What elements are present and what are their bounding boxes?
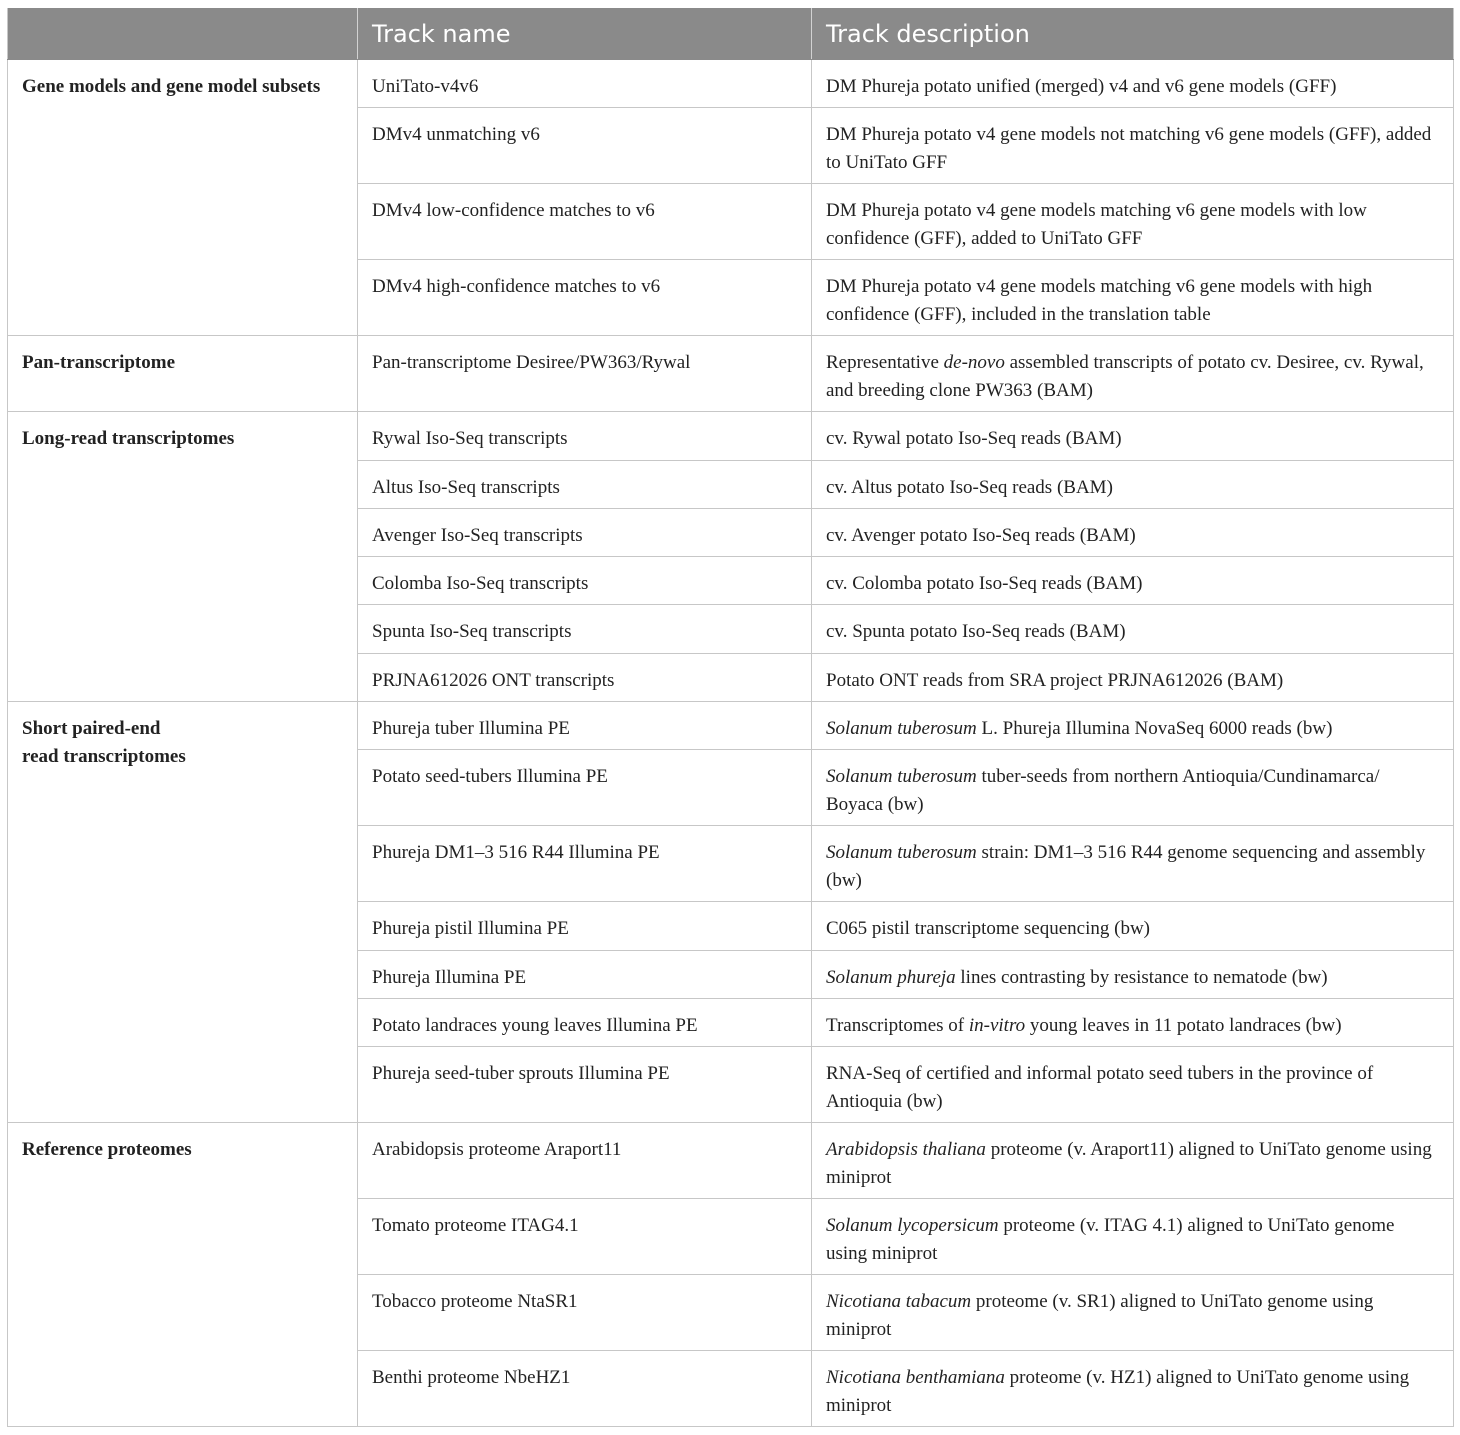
description-text: lines contrasting by resistance to nematode (bw) bbox=[955, 966, 1328, 988]
description-text: proteome (v. ITAG 4.1) aligned to UniTato genome using miniprot bbox=[826, 1215, 1395, 1264]
description-text: proteome (v. HZ1) aligned to UniTato genome using miniprot bbox=[826, 1367, 1410, 1416]
track-description-cell bbox=[812, 653, 1454, 701]
description-text: C065 pistil transcriptome sequencing (bw) bbox=[826, 918, 1150, 940]
track-table bbox=[7, 8, 1454, 1427]
track-description-cell bbox=[812, 260, 1454, 336]
description-text: L. Phureja Illumina NovaSeq 6000 reads (bw) bbox=[976, 718, 1333, 740]
description-text: cv. Rywal potato Iso-Seq reads (BAM) bbox=[826, 428, 1122, 450]
track-name-cell: DMv4 high-confidence matches to v6 bbox=[358, 260, 812, 336]
description-text: DM Phureja potato unified (merged) v4 and v6 gene models (GFF) bbox=[826, 76, 1337, 97]
description-italic-text: Nicotiana benthamiana bbox=[826, 1367, 1005, 1389]
description-text: cv. Colomba potato Iso-Seq reads (BAM) bbox=[826, 573, 1143, 595]
track-name-cell: DMv4 low-confidence matches to v6 bbox=[358, 184, 812, 260]
track-name-cell: Avenger Iso-Seq transcripts bbox=[358, 508, 812, 556]
table-header bbox=[8, 8, 1454, 60]
description-text: proteome (v. Araport11) aligned to UniTato genome using miniprot bbox=[826, 1139, 1432, 1188]
track-description-cell bbox=[812, 605, 1454, 653]
track-name-cell: Benthi proteome NbeHZ1 bbox=[358, 1351, 812, 1427]
description-text: assembled transcripts of potato cv. Desiree, cv. Rywal, and breeding clone PW363 (BAM) bbox=[826, 352, 1424, 401]
track-description-cell bbox=[812, 508, 1454, 556]
header-track-description: Track description bbox=[812, 8, 1454, 60]
description-italic-text: Solanum phureja bbox=[826, 966, 956, 988]
track-name-cell: Tobacco proteome NtaSR1 bbox=[358, 1275, 812, 1351]
description-text: DM Phureja potato v4 gene models not matching v6 gene models (GFF), added to UniTato GFF bbox=[826, 124, 1432, 173]
description-italic-text: Nicotiana tabacum bbox=[826, 1291, 972, 1313]
category-cell bbox=[8, 412, 358, 702]
track-name-cell: Altus Iso-Seq transcripts bbox=[358, 460, 812, 508]
track-description-cell bbox=[812, 702, 1454, 750]
description-text: Transcriptomes of bbox=[826, 1014, 969, 1036]
description-italic-text: Solanum tuberosum bbox=[826, 718, 977, 740]
track-name-cell: Potato landraces young leaves Illumina PE bbox=[358, 998, 812, 1046]
table-row bbox=[8, 412, 1454, 460]
track-description-cell bbox=[812, 750, 1454, 826]
description-italic-text: de-novo bbox=[943, 352, 1005, 374]
track-description-cell bbox=[812, 336, 1454, 412]
track-name-cell: Phureja pistil Illumina PE bbox=[358, 902, 812, 950]
track-description-cell bbox=[812, 557, 1454, 605]
track-name-cell: Phureja Illumina PE bbox=[358, 950, 812, 998]
track-name-cell: DMv4 unmatching v6 bbox=[358, 108, 812, 184]
category-cell bbox=[8, 60, 358, 336]
track-name-cell: PRJNA612026 ONT transcripts bbox=[358, 653, 812, 701]
track-description-cell bbox=[812, 1275, 1454, 1351]
description-text: cv. Avenger potato Iso-Seq reads (BAM) bbox=[826, 524, 1136, 546]
track-name-cell: Pan-transcriptome Desiree/PW363/Rywal bbox=[358, 336, 812, 412]
track-description-cell bbox=[812, 1199, 1454, 1275]
track-description-cell bbox=[812, 902, 1454, 950]
track-description-cell bbox=[812, 1351, 1454, 1427]
category-label-line: Short paired-end bbox=[22, 718, 161, 740]
category-label-line: read transcriptomes bbox=[22, 745, 186, 767]
track-description-cell bbox=[812, 998, 1454, 1046]
category-label: Long-read transcriptomes bbox=[22, 428, 235, 450]
track-name-cell: Tomato proteome ITAG4.1 bbox=[358, 1199, 812, 1275]
description-text: Representative bbox=[826, 352, 944, 374]
description-text: RNA-Seq of certified and informal potato seed tubers in the province of Antioquia (bw) bbox=[826, 1063, 1374, 1112]
table-row bbox=[8, 336, 1454, 412]
category-cell bbox=[8, 336, 358, 412]
description-text: strain: DM1–3 516 R44 genome sequencing and assembly (bw) bbox=[826, 842, 1426, 891]
track-name-cell: Potato seed-tubers Illumina PE bbox=[358, 750, 812, 826]
description-italic-text: in-vitro bbox=[968, 1014, 1026, 1036]
track-description-cell bbox=[812, 1047, 1454, 1123]
description-italic-text: Solanum lycopersicum bbox=[826, 1215, 999, 1237]
table-row bbox=[8, 702, 1454, 750]
header-category bbox=[8, 8, 358, 60]
description-text: cv. Altus potato Iso-Seq reads (BAM) bbox=[826, 476, 1113, 498]
description-text: DM Phureja potato v4 gene models matching v6 gene models with high confidence (GFF), included in the translation table bbox=[826, 276, 1373, 325]
track-name-cell: Phureja DM1–3 516 R44 Illumina PE bbox=[358, 826, 812, 902]
track-description-cell bbox=[812, 1123, 1454, 1199]
description-text: young leaves in 11 potato landraces (bw) bbox=[1025, 1014, 1342, 1036]
category-label: Gene models and gene model subsets bbox=[22, 76, 321, 97]
description-text: proteome (v. SR1) aligned to UniTato genome using miniprot bbox=[826, 1291, 1374, 1340]
table-row bbox=[8, 1123, 1454, 1199]
header-row bbox=[8, 8, 1454, 60]
track-description-cell bbox=[812, 60, 1454, 108]
track-name-cell: Phureja tuber Illumina PE bbox=[358, 702, 812, 750]
track-description-cell bbox=[812, 412, 1454, 460]
header-track-name: Track name bbox=[358, 8, 812, 60]
description-italic-text: Solanum tuberosum bbox=[826, 842, 977, 864]
description-text: DM Phureja potato v4 gene models matching v6 gene models with low confidence (GFF), added to UniTato GFF bbox=[826, 200, 1367, 249]
category-cell bbox=[8, 1123, 358, 1427]
description-italic-text: Solanum tuberosum bbox=[826, 766, 977, 788]
description-italic-text: Arabidopsis thaliana bbox=[826, 1139, 986, 1161]
category-cell bbox=[8, 702, 358, 1123]
category-label: Reference proteomes bbox=[22, 1139, 192, 1161]
track-description-cell bbox=[812, 460, 1454, 508]
category-label: Pan-transcriptome bbox=[22, 352, 176, 374]
track-description-cell bbox=[812, 184, 1454, 260]
table-row bbox=[8, 60, 1454, 108]
track-name-cell: Arabidopsis proteome Araport11 bbox=[358, 1123, 812, 1199]
track-description-cell bbox=[812, 826, 1454, 902]
description-text: Potato ONT reads from SRA project PRJNA612026 (BAM) bbox=[826, 669, 1284, 691]
track-name-cell: UniTato-v4v6 bbox=[358, 60, 812, 108]
table-body bbox=[8, 60, 1454, 1427]
track-name-cell: Colomba Iso-Seq transcripts bbox=[358, 557, 812, 605]
description-text: cv. Spunta potato Iso-Seq reads (BAM) bbox=[826, 621, 1126, 643]
track-name-cell: Rywal Iso-Seq transcripts bbox=[358, 412, 812, 460]
track-description-cell bbox=[812, 108, 1454, 184]
track-name-cell: Phureja seed-tuber sprouts Illumina PE bbox=[358, 1047, 812, 1123]
track-name-cell: Spunta Iso-Seq transcripts bbox=[358, 605, 812, 653]
description-text: tuber-seeds from northern Antioquia/Cundinamarca/ Boyaca (bw) bbox=[826, 766, 1380, 815]
track-description-cell bbox=[812, 950, 1454, 998]
